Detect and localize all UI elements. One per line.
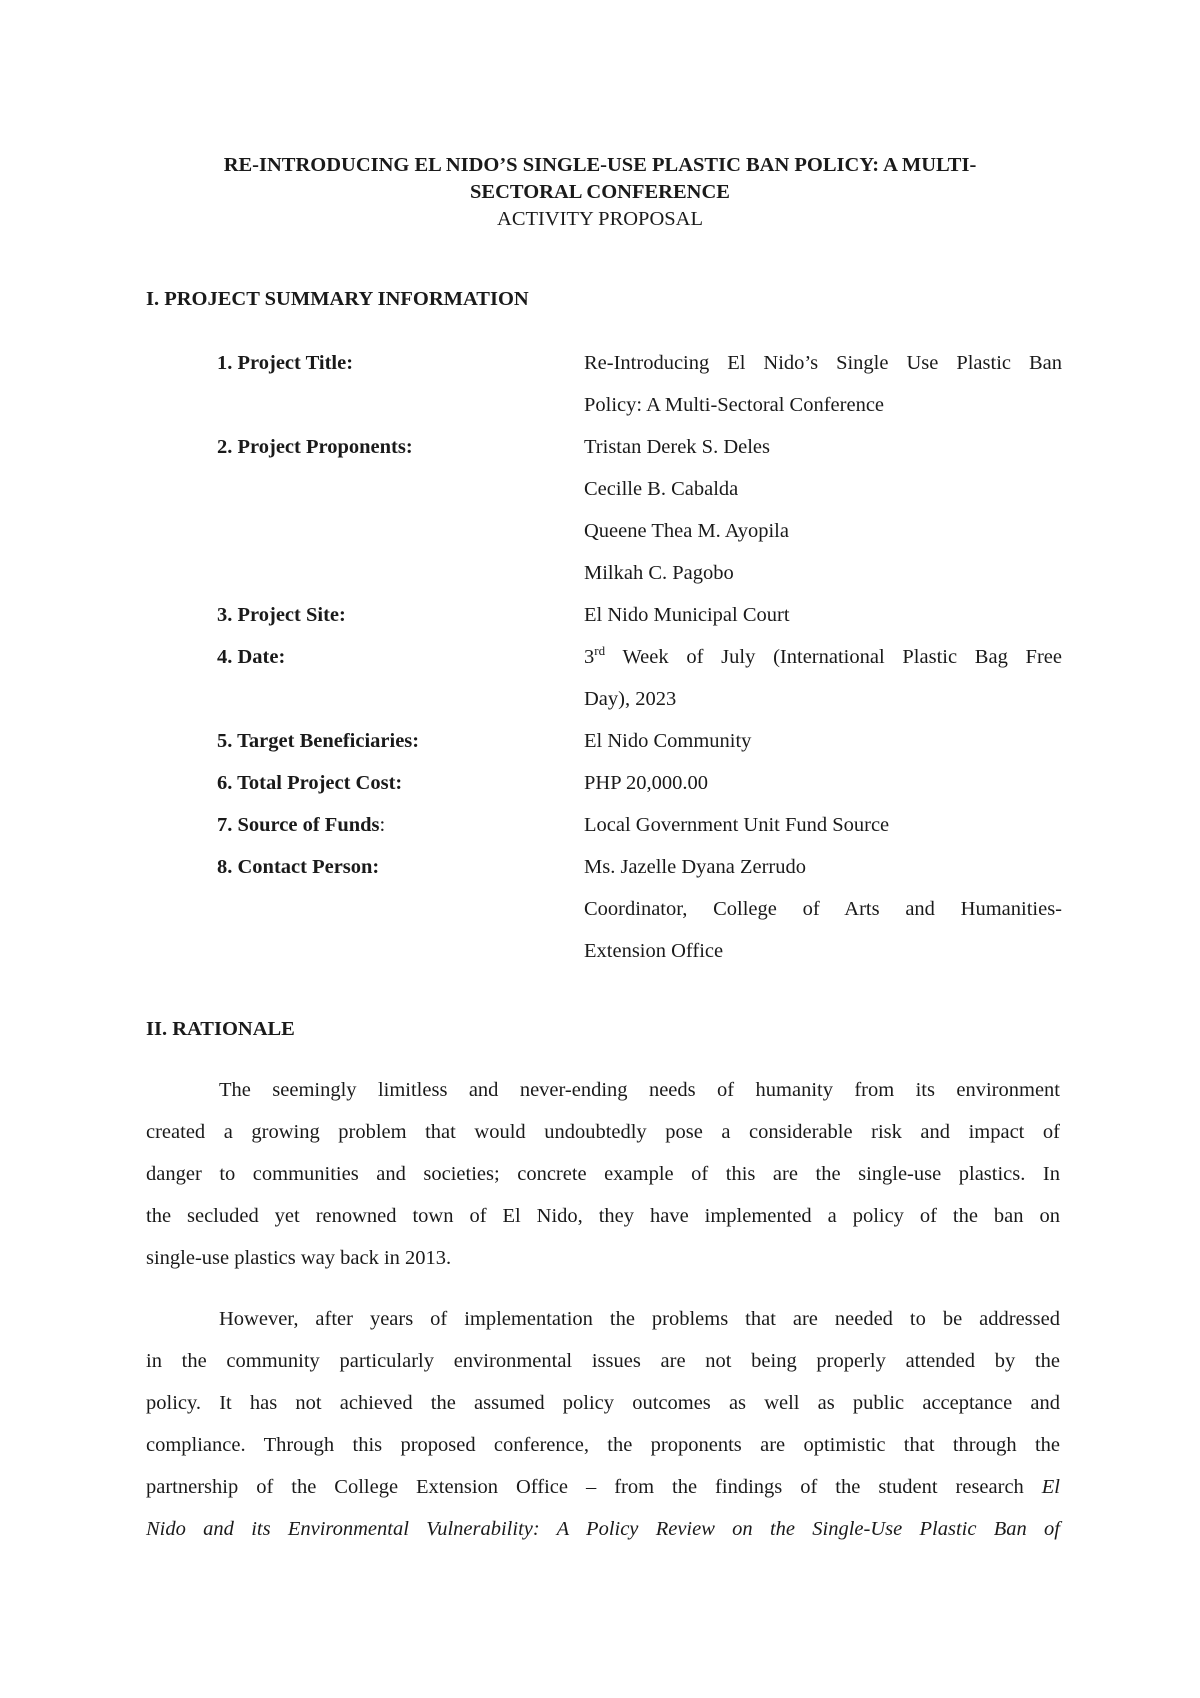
paragraph-line — [146, 1466, 1060, 1508]
summary-row-contact-person — [0, 846, 1200, 972]
summary-value-line: PHP 20,000.00 — [584, 772, 708, 794]
summary-value-line: Milkah C. Pagobo — [584, 562, 734, 584]
summary-row-target-beneficiaries — [0, 720, 1200, 762]
document-title-block — [140, 152, 1060, 233]
summary-value — [584, 426, 1062, 594]
paragraph-line: However, after years of implementation the problems that are needed to be addressed — [219, 1308, 1060, 1330]
summary-value-line: Ms. Jazelle Dyana Zerrudo — [584, 856, 806, 878]
summary-label: 1. Project Title: — [217, 352, 354, 374]
paragraph-line: in the community particularly environmental issues are not being properly attended by the — [146, 1350, 1060, 1372]
summary-row-total-project-cost — [0, 762, 1200, 804]
rationale-paragraph-1 — [146, 1069, 1060, 1279]
summary-value-line: El Nido Municipal Court — [584, 604, 790, 626]
section-1-heading: I. PROJECT SUMMARY INFORMATION — [146, 288, 529, 310]
summary-value-line: Policy: A Multi-Sectoral Conference — [584, 394, 885, 416]
section-2-heading: II. RATIONALE — [146, 1018, 295, 1040]
summary-value-line: Queene Thea M. Ayopila — [584, 520, 789, 542]
research-title-italic: El — [1041, 1476, 1060, 1498]
summary-value — [584, 804, 1062, 846]
paragraph-line: compliance. Through this proposed conference, the proponents are optimistic that through the — [146, 1434, 1060, 1456]
paragraph-line: policy. It has not achieved the assumed policy outcomes as well as public acceptance and — [146, 1392, 1060, 1414]
summary-label: 2. Project Proponents: — [217, 436, 413, 458]
rationale-paragraph-2 — [146, 1298, 1060, 1550]
paragraph-line: danger to communities and societies; concrete example of this are the single-use plastics. In — [146, 1163, 1060, 1185]
summary-label: 5. Target Beneficiaries: — [217, 730, 420, 752]
summary-value-line: Coordinator, College of Arts and Humanities- — [584, 898, 1062, 920]
paragraph-line: created a growing problem that would undoubtedly pose a considerable risk and impact of — [146, 1121, 1060, 1143]
summary-value-line: Cecille B. Cabalda — [584, 478, 739, 500]
summary-value-line: Extension Office — [584, 940, 724, 962]
summary-label: 3. Project Site: — [217, 604, 346, 626]
summary-value — [584, 720, 1062, 762]
research-title-italic: Nido and its Environmental Vulnerability: A Policy Review on the Single-Use Plastic Ban of — [146, 1518, 1060, 1540]
summary-label-text: 7. Source of Funds — [217, 814, 380, 836]
date-ordinal-number: 3 — [584, 646, 595, 668]
summary-value-line — [584, 636, 1062, 678]
summary-value — [584, 342, 1062, 426]
summary-value — [584, 846, 1062, 972]
summary-value-line: Day), 2023 — [584, 688, 677, 710]
summary-value — [584, 636, 1062, 720]
summary-label: 4. Date: — [217, 646, 286, 668]
summary-value — [584, 594, 1062, 636]
summary-label-colon: : — [379, 814, 386, 836]
document-title-line-2: SECTORAL CONFERENCE — [470, 181, 730, 203]
summary-row-source-of-funds — [0, 804, 1200, 846]
summary-value — [584, 762, 1062, 804]
summary-value-line: Re-Introducing El Nido’s Single Use Plastic Ban — [584, 352, 1062, 374]
paragraph-line: The seemingly limitless and never-ending needs of humanity from its environment — [219, 1079, 1060, 1101]
summary-row-project-site — [0, 594, 1200, 636]
summary-value-line: Tristan Derek S. Deles — [584, 436, 771, 458]
document-title-line-1: RE-INTRODUCING EL NIDO’S SINGLE-USE PLASTIC BAN POLICY: A MULTI- — [223, 154, 977, 176]
summary-value-line: Local Government Unit Fund Source — [584, 814, 890, 836]
summary-row-project-proponents — [0, 426, 1200, 594]
date-text: Week of July (International Plastic Bag Free — [605, 646, 1062, 668]
document-subtitle: ACTIVITY PROPOSAL — [497, 208, 703, 230]
summary-label — [0, 804, 584, 846]
paragraph-line: the secluded yet renowned town of El Nido, they have implemented a policy of the ban on — [146, 1205, 1060, 1227]
date-ordinal-suffix: rd — [594, 643, 606, 659]
summary-label: 6. Total Project Cost: — [217, 772, 403, 794]
paragraph-text: partnership of the College Extension Office – from the findings of the student research — [146, 1476, 1042, 1498]
summary-row-project-title — [0, 342, 1200, 426]
summary-label: 8. Contact Person: — [217, 856, 380, 878]
project-summary-list — [0, 342, 1200, 972]
paragraph-line: single-use plastics way back in 2013. — [146, 1247, 452, 1269]
summary-row-date — [0, 636, 1200, 720]
summary-value-line: El Nido Community — [584, 730, 752, 752]
